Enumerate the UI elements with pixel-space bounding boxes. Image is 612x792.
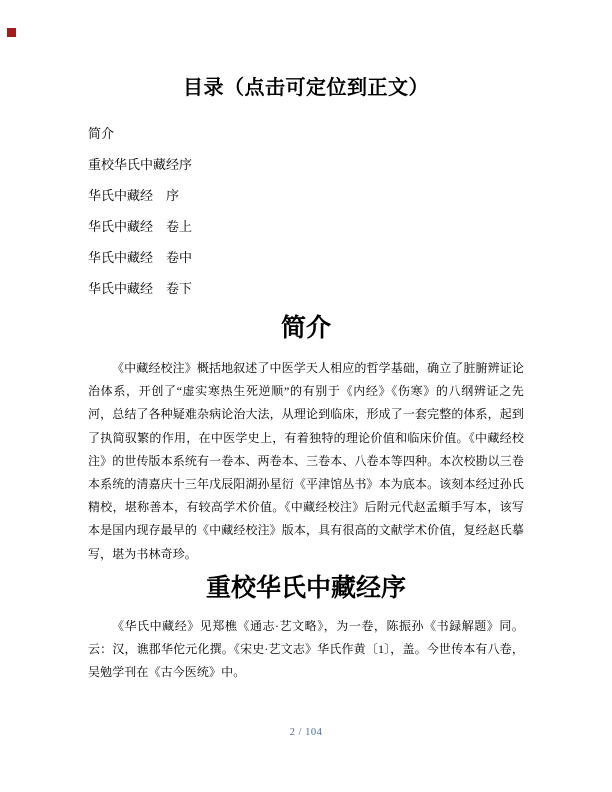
section-heading-intro: 简介 (280, 315, 331, 342)
toc-item-juan-shang[interactable]: 华氏中藏经 卷上 (88, 219, 193, 234)
toc-item-juan-xia[interactable]: 华氏中藏经 卷下 (88, 281, 193, 296)
intro-paragraph: 《中藏经校注》概括地叙述了中医学天人相应的哲学基础，确立了脏腑辨证论治体系，开创了“虚实寒热生死逆顺”的有别于《内经》《伤寒》的八纲辨证之先河，总结了各种疑难杂病论治大法，从理论到临床，形成了一套完整的体系，起到了执简驭繁的作用，在中医学史上，有着独特的理论价值和临床价值。《中藏经校注》的世传版本系统有一卷本、两卷本、三卷本、八卷本等四种。本次校勘以三卷本系统的清嘉庆十三年戊辰阳湖孙星衍《平津馆丛书》本为底本。该刻本经过孙氏精校，堪称善本，有较高学术价值。《中藏经校注》后附元代赵孟頫手写本，该写本是国内现存最早的《中藏经校注》版本，具有很高的文献学术价值，复经赵氏摹写，堪为书林奇珍。 (88, 361, 524, 561)
toc-item-juan-zhong[interactable]: 华氏中藏经 卷中 (88, 250, 193, 265)
toc-list (88, 118, 524, 304)
toc-item-preface[interactable]: 重校华氏中藏经序 (88, 157, 193, 172)
toc-item-xu[interactable]: 华氏中藏经 序 (88, 188, 180, 203)
annotation-marker[interactable] (7, 28, 16, 37)
toc-item-intro[interactable]: 简介 (88, 126, 115, 141)
preface-paragraph: 《华氏中藏经》见郑樵《通志·艺文略》，为一卷，陈振孙《书録解题》同。云：汉，谯郡华佗元化撰。《宋史·艺文志》华氏作黄〔1〕，盖。今世传本有八卷，吴勉学刊在《古今医统》中。 (88, 619, 524, 680)
section-heading-preface: 重校华氏中藏经序 (205, 575, 406, 602)
toc-title: 目录（点击可定位到正文） (183, 77, 429, 99)
page-number: 2 / 104 (289, 727, 323, 738)
